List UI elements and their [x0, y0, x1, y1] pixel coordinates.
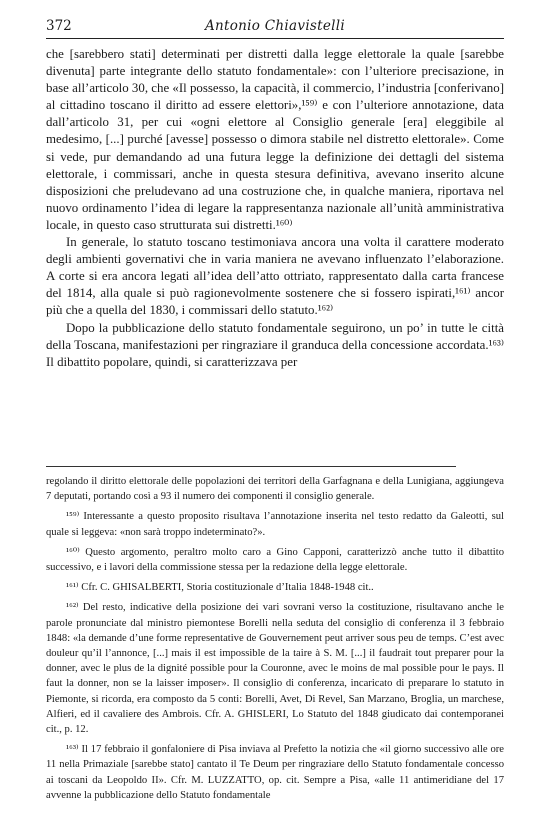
footnote-rule: [46, 466, 456, 467]
header-rule: [46, 38, 504, 39]
page-header: [46, 18, 504, 38]
footnote-162: ¹⁶²⁾ Del resto, indicative della posizione dei vari sovrani verso la costituzione, risultavano anche le parole pronunciate dal ministro piemontese Borelli nella seduta del consiglio di conferenza il 3 febbraio 1848: «la demande d’une forme representative de Gouvernement peut arriver sous peu de temps. C’est avec douleur qu’il l’annonce, [...] mais il est impossible de la taire à S. M. [...] il faudrait tout preparer pour la donner, avec le plus de la dignité possible pour la Couronne, avec le moins de mal possible pour le pays. Il faut la donner, non se la laisser imposer». Il consiglio di conferenza, incaricato di preparare lo statuto in Piemonte, si ricorda, era composto da 5 conti: Borelli, Avet, Di Revel, San Marzano, Broglia, un marchese, Alfieri, ed il cavaliere des Ambrois. Cfr. A. GHISLERI, Lo Statuto del 1848 giudicato dai contemporanei cit., p. 12.: [46, 602, 504, 736]
body-paragraph: Dopo la pubblicazione dello statuto fondamentale seguirono, un po’ in tutte le città della Toscana, manifestazioni per ringraziare il granduca della concessione accordata.¹⁶³⁾ Il dibattito popolare, quindi, si caratterizzava per: [46, 320, 504, 369]
footnotes: [46, 474, 504, 808]
body-paragraph: In generale, lo statuto toscano testimoniava ancora una volta il carattere moderato degli ambienti governativi che in varia maniera ne avevano influenzato l’elaborazione. A corte si era ancora legati all’idea dell’atto ottriato, rappresentato dalla carta francese del 1814, alla quale si può ragionevolmente sostenere che si fossero ispirati,¹⁶¹⁾ ancor più che a quella del 1830, i commissari dello statuto.¹⁶²⁾: [46, 235, 504, 318]
footnote-163: ¹⁶³⁾ Il 17 febbraio il gonfaloniere di Pisa inviava al Prefetto la notizia che «il giorno successivo alle ore 11 nella Primaziale [sarebbe stato] cantato il Te Deum per ringraziare dello Statuto fondamentale concesso ai toscani da Leopoldo II». Cfr. M. LUZZATTO, op. cit. Sempre a Pisa, «alle 11 antimeridiane del 17 avvenne la pubblicazione dello Statuto fondamentale: [46, 744, 504, 801]
footnote-161: ¹⁶¹⁾ Cfr. C. GHISALBERTI, Storia costituzionale d’Italia 1848-1948 cit..: [66, 582, 374, 594]
footnote-159: ¹⁵⁹⁾ Interessante a questo proposito risultava l’annotazione inserita nel testo redatto da Galeotti, sul quale si leggeva: «non sarà troppo indeterminato?».: [46, 511, 504, 538]
running-head: Antonio Chiavistelli: [204, 18, 346, 34]
footnote-160: ¹⁶⁰⁾ Questo argomento, peraltro molto caro a Gino Capponi, caratterizzò anche tutto il dibattito successivo, e i lavori della commissione stessa per la redazione della legge elettorale.: [46, 546, 504, 574]
body-paragraph: che [sarebbero stati] determinati per distretti dalla legge elettorale la quale [sarebbe divenuta] parte integrante dello statuto fondamentale»: con l’ulteriore precisazione, in base all’articolo 30, che «Il possesso, la capacità, il commercio, l’industria [conferivano] al cittadino toscano il diritto ad essere elettori»,¹⁵⁹⁾ e con l’ulteriore annotazione, data dall’articolo 31, per cui «ogni elettore al Consiglio generale [era] eleggibile al medesimo, [...] purché [avesse] possesso o dimora stabile nel distretto elettorale». Come si vede, pur demandando ad una futura legge la definizione dei dettagli del sistema elettorale, i commissari, anche in questa stesura definitiva, avevano inserito alcune disposizioni che preludevano ad una costruzione che, in qualche maniera, riportava nel nuovo ordinamento l’idea di legare la rappresentanza nazionale all’unità amministrativa locale, in questo caso strutturata sui distretti.¹⁶⁰⁾: [46, 47, 504, 232]
footnote-continuation: regolando il diritto elettorale delle popolazioni dei territori della Garfagnana e della Lunigiana, aggiungeva 7 deputati, portando così a 93 il numero dei componenti il consiglio generale.: [46, 476, 504, 503]
page-number: 372: [46, 18, 72, 34]
main-text: [46, 46, 504, 371]
